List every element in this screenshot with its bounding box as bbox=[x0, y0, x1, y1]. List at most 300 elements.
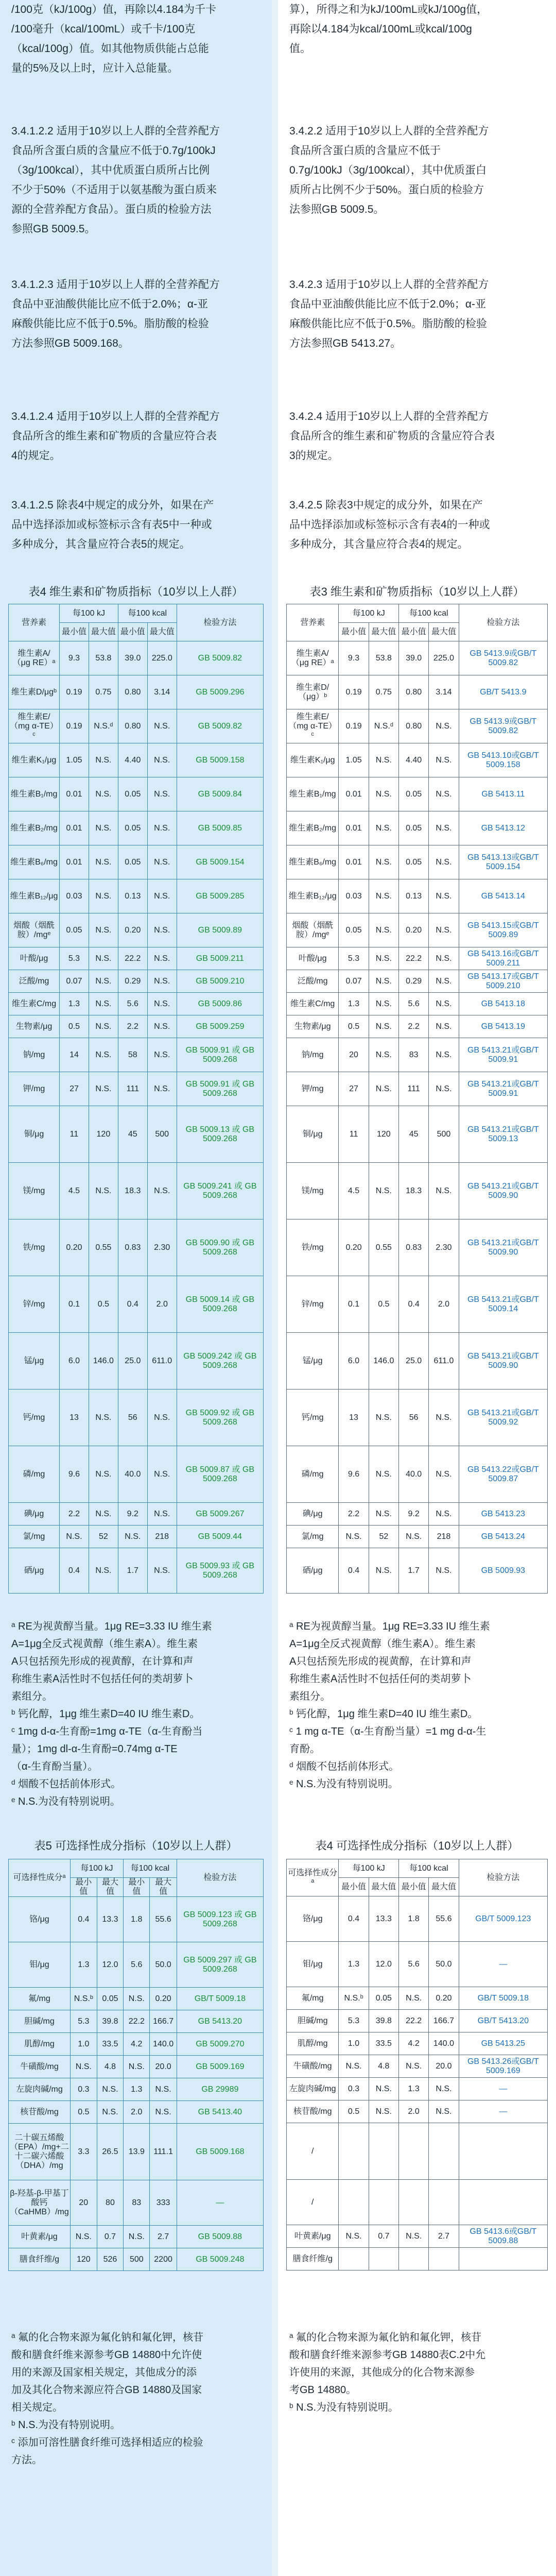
table-cell: GB 29989 bbox=[177, 2078, 263, 2101]
table-note-line: A=1μg全反式视黄醇（维生素A）。维生素 bbox=[11, 1638, 198, 1650]
table-row bbox=[9, 1389, 264, 1446]
table-header-cell: 营养素 bbox=[287, 604, 339, 641]
table-cell: N.S. bbox=[398, 1987, 428, 2010]
table-cell: 166.7 bbox=[429, 2010, 459, 2032]
table-cell: 胆碱/mg bbox=[9, 2010, 71, 2033]
table-cell: 0.1 bbox=[60, 1276, 89, 1333]
table-row bbox=[9, 1526, 264, 1548]
left-para-line: 品中选择添加或标签标示含有表5中一种或 bbox=[11, 519, 212, 531]
table-cell: 111.1 bbox=[150, 2124, 177, 2180]
table-row bbox=[287, 811, 548, 845]
table-row bbox=[9, 1548, 264, 1594]
table-cell: 18.3 bbox=[118, 1163, 147, 1219]
table-cell bbox=[369, 2248, 398, 2270]
left-para-line: 不少于50%（不适用于以氨基酸为蛋白质来 bbox=[11, 184, 217, 196]
table-cell: 39.0 bbox=[398, 641, 428, 675]
table-cell: 2.7 bbox=[429, 2225, 459, 2248]
table-cell: 0.75 bbox=[369, 675, 398, 709]
table-cell: N.S. bbox=[147, 1389, 177, 1446]
table-note-line: 素组分。 bbox=[289, 1691, 331, 1702]
table-header-cell: 最大值 bbox=[150, 1878, 177, 1897]
table-cell: 牛磺酸/mg bbox=[287, 2055, 339, 2078]
table-row bbox=[287, 1106, 548, 1163]
table-cell: N.S. bbox=[89, 1072, 118, 1106]
right-table4-notes bbox=[278, 2329, 556, 2416]
table-cell: GB 5413.20 bbox=[177, 2010, 263, 2033]
table-cell: N.S. bbox=[147, 1015, 177, 1038]
table-row bbox=[287, 2225, 548, 2248]
table-cell: N.S. bbox=[369, 2100, 398, 2123]
table-header-cell: 最大值 bbox=[369, 623, 398, 641]
table-cell: N.S. bbox=[147, 777, 177, 811]
table-cell: N.S.ᵈ bbox=[369, 709, 398, 743]
table-cell: GB 5009.169 bbox=[177, 2056, 263, 2078]
table-cell: GB 5413.21或GB/T 5009.13 bbox=[459, 1106, 547, 1163]
table-cell: 0.07 bbox=[60, 970, 89, 993]
table-cell: 9.3 bbox=[60, 641, 89, 675]
table-cell: N.S. bbox=[97, 2078, 123, 2101]
table-cell: N.S. bbox=[429, 993, 459, 1015]
table-cell: 0.05 bbox=[60, 913, 89, 947]
table-cell bbox=[339, 2123, 369, 2180]
table-cell: 611.0 bbox=[147, 1333, 177, 1389]
table-cell: N.S. bbox=[150, 2101, 177, 2124]
table-header-cell: 每100 kJ bbox=[70, 1859, 123, 1878]
table-cell: 膳食纤维/g bbox=[9, 2248, 71, 2271]
table-row bbox=[9, 1897, 264, 1942]
table-cell: 4.40 bbox=[398, 743, 428, 777]
table-cell: 0.19 bbox=[339, 675, 369, 709]
right-para-line: 质所占比例不少于50%。蛋白质的检验方 bbox=[289, 184, 484, 196]
table-cell: 0.05 bbox=[118, 845, 147, 879]
table-row bbox=[9, 2124, 264, 2180]
table-cell: 维生素A/（μg RE）ᵃ bbox=[287, 641, 339, 675]
table-cell: 0.1 bbox=[339, 1276, 369, 1333]
table-cell: 14 bbox=[60, 1038, 89, 1072]
table-row bbox=[9, 2248, 264, 2271]
table-row bbox=[9, 913, 264, 947]
table-cell: 0.83 bbox=[398, 1219, 428, 1276]
table-row bbox=[9, 947, 264, 970]
table-cell: 22.2 bbox=[124, 2010, 150, 2033]
table-cell: 83 bbox=[398, 1038, 428, 1072]
table-cell: 生物素/μg bbox=[9, 1015, 60, 1038]
table-cell: 2.2 bbox=[398, 1015, 428, 1038]
table-cell: 0.01 bbox=[339, 811, 369, 845]
table-cell: 核苷酸/mg bbox=[287, 2100, 339, 2123]
table-cell: GB 5009.13 或 GB 5009.268 bbox=[177, 1106, 263, 1163]
table-row bbox=[9, 2010, 264, 2033]
table-cell: GB 5413.24 bbox=[459, 1526, 547, 1548]
left-section-3-4-1-2-2 bbox=[0, 122, 272, 239]
table-cell: GB 5413.13或GB/T 5009.154 bbox=[459, 845, 547, 879]
table-cell: 0.20 bbox=[339, 1219, 369, 1276]
table-cell: N.S. bbox=[124, 2226, 150, 2248]
table-row bbox=[9, 1072, 264, 1106]
table-cell: 0.5 bbox=[70, 2101, 97, 2124]
table-note-line: ᵇ 钙化醇，1μg 维生素D=40 IU 维生素D。 bbox=[289, 1708, 478, 1720]
table-cell: 33.5 bbox=[369, 2032, 398, 2055]
table-row bbox=[9, 777, 264, 811]
right-intro-line: 算），所得之和为kJ/100mL或kJ/100g值， bbox=[289, 4, 488, 15]
table-row bbox=[9, 1988, 264, 2010]
table-cell: N.S. bbox=[369, 1548, 398, 1594]
table-cell: 维生素B₂/mg bbox=[287, 811, 339, 845]
table-cell: 维生素B₆/mg bbox=[9, 845, 60, 879]
table-cell: N.S. bbox=[369, 970, 398, 993]
table-cell: 二十碳五烯酸（EPA）/mg+二十二碳六烯酸（DHA）/mg bbox=[9, 2124, 71, 2180]
table-cell: 碘/μg bbox=[287, 1503, 339, 1526]
table-cell: 烟酸（烟酰胺）/mgᵉ bbox=[9, 913, 60, 947]
table-cell: 13 bbox=[339, 1389, 369, 1446]
table-note-line: 称维生素A活性时不包括任何的类胡萝卜 bbox=[11, 1673, 194, 1685]
table-cell: GB 5009.270 bbox=[177, 2033, 263, 2056]
table-row bbox=[287, 1015, 548, 1038]
table-cell: 225.0 bbox=[429, 641, 459, 675]
table-cell: 9.6 bbox=[60, 1446, 89, 1503]
table-cell: N.S. bbox=[429, 811, 459, 845]
table-row bbox=[287, 2180, 548, 2225]
table-cell: N.S. bbox=[429, 845, 459, 879]
table-cell: 526 bbox=[97, 2248, 123, 2271]
table-row bbox=[9, 1163, 264, 1219]
table-cell: 22.2 bbox=[398, 2010, 428, 2032]
right-para-line: 食品中亚油酸供能比应不低于2.0%；α-亚 bbox=[289, 298, 486, 310]
table-cell: 0.05 bbox=[398, 811, 428, 845]
table-cell: 维生素A/（μg RE）ᵃ bbox=[9, 641, 60, 675]
table-row bbox=[9, 2180, 264, 2226]
table-cell: 500 bbox=[147, 1106, 177, 1163]
table-cell: 维生素K₁/μg bbox=[9, 743, 60, 777]
table-cell: 0.80 bbox=[398, 709, 428, 743]
table-cell: N.S. bbox=[97, 2101, 123, 2124]
table-header-cell: 最小值 bbox=[60, 623, 89, 641]
table-cell: N.S. bbox=[369, 1503, 398, 1526]
left-para-line: （3g/100kcal），其中优质蛋白质所占比例 bbox=[11, 164, 210, 176]
table-cell: 0.13 bbox=[118, 879, 147, 913]
table-cell: 1.3 bbox=[339, 1942, 369, 1987]
table-cell: 维生素C/mg bbox=[287, 993, 339, 1015]
table-cell: N.S. bbox=[369, 947, 398, 970]
table-cell: 烟酸（烟酰胺）/mgᵉ bbox=[287, 913, 339, 947]
table-cell: 叶黄素/μg bbox=[9, 2226, 71, 2248]
table-row bbox=[287, 913, 548, 947]
table-cell: GB 5009.14 或 GB 5009.268 bbox=[177, 1276, 263, 1333]
table-cell bbox=[398, 2248, 428, 2270]
table-cell: GB 5009.267 bbox=[177, 1503, 263, 1526]
table-row bbox=[287, 2010, 548, 2032]
table-cell: 166.7 bbox=[150, 2010, 177, 2033]
table-cell: N.S. bbox=[89, 970, 118, 993]
table-cell: N.S. bbox=[429, 879, 459, 913]
table-cell: 0.4 bbox=[339, 1896, 369, 1942]
table-cell: 0.05 bbox=[398, 777, 428, 811]
left-para-line: 方法参照GB 5009.168。 bbox=[11, 337, 129, 349]
table-cell: N.S. bbox=[147, 811, 177, 845]
table-cell: 0.80 bbox=[118, 709, 147, 743]
table-cell: N.S. bbox=[429, 777, 459, 811]
table-cell: 0.55 bbox=[89, 1219, 118, 1276]
table-note-line: ᵇ 钙化醇，1μg 维生素D=40 IU 维生素D。 bbox=[11, 1708, 200, 1720]
table-cell bbox=[398, 2180, 428, 2225]
table-cell: 氯/mg bbox=[287, 1526, 339, 1548]
table-header-cell: 每100 kJ bbox=[60, 604, 118, 623]
table-cell: 2.0 bbox=[124, 2101, 150, 2124]
table-cell: 218 bbox=[147, 1526, 177, 1548]
table-cell: N.S. bbox=[429, 709, 459, 743]
right-table3 bbox=[286, 604, 548, 1594]
table-note-line: ᵈ 烟酸不包括前体形式。 bbox=[289, 1761, 399, 1772]
table-row bbox=[9, 1015, 264, 1038]
table-cell: 12.0 bbox=[369, 1942, 398, 1987]
table-cell: GB 5009.86 bbox=[177, 993, 263, 1015]
table-cell: 26.5 bbox=[97, 2124, 123, 2180]
table-cell: 2.30 bbox=[147, 1219, 177, 1276]
table-cell: 3.14 bbox=[429, 675, 459, 709]
table-cell: N.S. bbox=[89, 993, 118, 1015]
table-cell: N.S. bbox=[429, 2100, 459, 2123]
table-cell: 氟/mg bbox=[9, 1988, 71, 2010]
table-cell bbox=[369, 2180, 398, 2225]
right-para-line: 食品所含蛋白质的含量应不低于 bbox=[289, 145, 441, 157]
table-cell: 5.6 bbox=[398, 1942, 428, 1987]
table-cell: GB 5009.87 或 GB 5009.268 bbox=[177, 1446, 263, 1503]
left-table5-title: 表5 可选择性成分指标（10岁以上人群） bbox=[34, 1839, 238, 1852]
table-cell: 0.4 bbox=[70, 1897, 97, 1942]
table-cell: GB 5009.85 bbox=[177, 811, 263, 845]
table-cell: GB 5009.168 bbox=[177, 2124, 263, 2180]
table-header-cell: 每100 kcal bbox=[124, 1859, 177, 1878]
table-cell: 120 bbox=[70, 2248, 97, 2271]
table-row bbox=[287, 1987, 548, 2010]
table-cell: GB/T 5413.9 bbox=[459, 675, 547, 709]
table-cell: 钼/μg bbox=[287, 1942, 339, 1987]
table-cell: N.S. bbox=[147, 993, 177, 1015]
table-cell: 5.6 bbox=[118, 993, 147, 1015]
table-row bbox=[287, 1548, 548, 1594]
table-header-cell: 检验方法 bbox=[177, 604, 263, 641]
table-cell: 80 bbox=[97, 2180, 123, 2226]
table-cell: 111 bbox=[398, 1072, 428, 1106]
table-cell: N.S. bbox=[89, 845, 118, 879]
table-cell: GB/T 5009.18 bbox=[459, 1987, 547, 2010]
table-cell: N.S. bbox=[429, 970, 459, 993]
table-row bbox=[287, 2032, 548, 2055]
table-cell: 0.20 bbox=[60, 1219, 89, 1276]
table-cell: GB 5009.93 bbox=[459, 1548, 547, 1594]
table-row bbox=[287, 2123, 548, 2180]
table-cell: 1.8 bbox=[124, 1897, 150, 1942]
table-cell: N.S. bbox=[429, 1015, 459, 1038]
right-para-line: 3.4.2.4 适用于10岁以上人群的全营养配方 bbox=[289, 411, 489, 422]
table-cell: GB 5413.26或GB/T 5009.169 bbox=[459, 2055, 547, 2078]
table-row bbox=[287, 1038, 548, 1072]
table-row bbox=[9, 845, 264, 879]
left-intro-line: /100毫升（kcal/100mL）或千卡/100克 bbox=[11, 23, 196, 35]
table-cell: GB 5009.297 或 GB 5009.268 bbox=[177, 1942, 263, 1988]
table-cell: 0.75 bbox=[89, 675, 118, 709]
table-cell: N.S. bbox=[147, 1503, 177, 1526]
table-cell: 27 bbox=[339, 1072, 369, 1106]
table-cell: N.S. bbox=[369, 913, 398, 947]
table-cell: 0.29 bbox=[398, 970, 428, 993]
table-cell: N.S. bbox=[89, 743, 118, 777]
table-cell: GB 5009.248 bbox=[177, 2248, 263, 2271]
table-cell: 0.19 bbox=[60, 709, 89, 743]
table-cell: 钠/mg bbox=[9, 1038, 60, 1072]
table-cell: N.S. bbox=[369, 811, 398, 845]
table-cell: N.S. bbox=[147, 1446, 177, 1503]
table-cell: 0.05 bbox=[118, 811, 147, 845]
table-cell: N.S. bbox=[429, 1038, 459, 1072]
table-cell: 2.0 bbox=[147, 1276, 177, 1333]
table-cell: 2.0 bbox=[429, 1276, 459, 1333]
table-cell: 20 bbox=[70, 2180, 97, 2226]
table-cell: N.S. bbox=[369, 1389, 398, 1446]
table-cell: 45 bbox=[118, 1106, 147, 1163]
left-para-line: 3.4.1.2.4 适用于10岁以上人群的全营养配方 bbox=[11, 411, 220, 422]
table-header-cell: 检验方法 bbox=[459, 604, 547, 641]
table-cell: N.S. bbox=[398, 2055, 428, 2078]
table-cell: N.S. bbox=[70, 2056, 97, 2078]
table-cell: 2.2 bbox=[60, 1503, 89, 1526]
table-cell: 0.5 bbox=[339, 1015, 369, 1038]
table-cell: GB 5009.123 或 GB 5009.268 bbox=[177, 1897, 263, 1942]
table-cell: 左旋肉碱/mg bbox=[9, 2078, 71, 2101]
table-cell: GB 5413.23 bbox=[459, 1503, 547, 1526]
table-cell: — bbox=[459, 2078, 547, 2100]
table-cell: 铬/μg bbox=[9, 1897, 71, 1942]
right-intro-line: 再除以4.184为kcal/100mL或kcal/100g bbox=[289, 23, 472, 35]
table-cell: N.S. bbox=[89, 1503, 118, 1526]
table-cell: GB 5413.6或GB/T 5009.88 bbox=[459, 2225, 547, 2248]
table-row bbox=[287, 993, 548, 1015]
table-cell: GB 5413.21或GB/T 5009.90 bbox=[459, 1219, 547, 1276]
table-row bbox=[9, 641, 264, 675]
table-cell: 120 bbox=[369, 1106, 398, 1163]
left-para-line: 食品中亚油酸供能比应不低于2.0%；α-亚 bbox=[11, 298, 208, 310]
table-cell bbox=[429, 2180, 459, 2225]
table-cell: N.S. bbox=[118, 1526, 147, 1548]
left-table4-title: 表4 维生素和矿物质指标（10岁以上人群） bbox=[28, 585, 244, 598]
table-cell: GB/T 5009.18 bbox=[177, 1988, 263, 2010]
table-cell: 0.4 bbox=[398, 1276, 428, 1333]
table-cell: GB/T 5009.123 bbox=[459, 1896, 547, 1942]
right-section-3-4-2-2 bbox=[278, 122, 556, 219]
table-note-line: 许使用的来源，其他成分的化合物来源参 bbox=[289, 2367, 475, 2378]
table-note-line: ᶜ 1mg d-α-生育酚=1mg α-TE（α-生育酚当 bbox=[11, 1726, 203, 1737]
table-row bbox=[287, 1942, 548, 1987]
table-header-cell: 每100 kJ bbox=[339, 1859, 399, 1878]
table-cell: 0.80 bbox=[118, 675, 147, 709]
table-cell: N.S. bbox=[369, 1072, 398, 1106]
table-note-line: ᵇ N.S.为没有特别说明。 bbox=[289, 2402, 399, 2413]
table-cell: N.S. bbox=[89, 1548, 118, 1594]
table-cell: 140.0 bbox=[150, 2033, 177, 2056]
left-table5-notes bbox=[0, 2329, 272, 2469]
table-cell: 锌/mg bbox=[287, 1276, 339, 1333]
table-row bbox=[9, 1942, 264, 1988]
left-para-line: 食品所含蛋白质的含量应不低于0.7g/100kJ bbox=[11, 145, 216, 157]
table-cell: 钾/mg bbox=[287, 1072, 339, 1106]
table-cell: 维生素E/（mg α-TE）ᶜ bbox=[9, 709, 60, 743]
table-note-line: 方法。 bbox=[11, 2454, 42, 2466]
table-cell: 泛酸/mg bbox=[9, 970, 60, 993]
table-row bbox=[287, 743, 548, 777]
table-row bbox=[287, 845, 548, 879]
table-cell: 4.5 bbox=[339, 1163, 369, 1219]
table-cell: GB 5009.89 bbox=[177, 913, 263, 947]
table-row bbox=[287, 1503, 548, 1526]
table-cell: 2.30 bbox=[429, 1219, 459, 1276]
table-cell: 111 bbox=[118, 1072, 147, 1106]
table-cell: 50.0 bbox=[150, 1942, 177, 1988]
table-cell: 2.2 bbox=[118, 1015, 147, 1038]
table-cell: GB 5413.19 bbox=[459, 1015, 547, 1038]
table-cell: 140.0 bbox=[429, 2032, 459, 2055]
table-header-cell: 最小值 bbox=[339, 623, 369, 641]
table-cell: GB 5009.44 bbox=[177, 1526, 263, 1548]
table-header-cell: 最小值 bbox=[124, 1878, 150, 1897]
table-cell: 0.01 bbox=[60, 845, 89, 879]
table-cell bbox=[459, 2123, 547, 2180]
table-cell: 4.8 bbox=[97, 2056, 123, 2078]
table-cell: GB 5413.16或GB/T 5009.211 bbox=[459, 947, 547, 970]
table-cell bbox=[369, 2123, 398, 2180]
right-para-line: 0.7g/100kJ（3g/100kcal），其中优质蛋白 bbox=[289, 164, 486, 176]
table-header-cell: 最大值 bbox=[147, 623, 177, 641]
table-cell: 0.01 bbox=[339, 845, 369, 879]
table-cell: GB 5413.18 bbox=[459, 993, 547, 1015]
table-cell: 维生素B₁₂/μg bbox=[287, 879, 339, 913]
table-cell: 1.0 bbox=[339, 2032, 369, 2055]
table-cell: N.S. bbox=[89, 811, 118, 845]
table-note-line: （α-生育酚当量）。 bbox=[11, 1761, 98, 1772]
table-note-line: ᵈ 烟酸不包括前体形式。 bbox=[11, 1778, 121, 1790]
table-row bbox=[287, 1333, 548, 1389]
table-cell: 333 bbox=[150, 2180, 177, 2226]
table-cell: GB 5009.210 bbox=[177, 970, 263, 993]
table-cell: GB 5009.88 bbox=[177, 2226, 263, 2248]
table-cell: 0.20 bbox=[118, 913, 147, 947]
table-row bbox=[9, 1333, 264, 1389]
table-note-line: 考GB 14880。 bbox=[289, 2384, 357, 2396]
table-row bbox=[287, 879, 548, 913]
right-table3-notes bbox=[278, 1618, 556, 1793]
table-cell: 56 bbox=[118, 1389, 147, 1446]
table-cell: 0.3 bbox=[339, 2078, 369, 2100]
table-cell: 钠/mg bbox=[287, 1038, 339, 1072]
table-cell: 20.0 bbox=[429, 2055, 459, 2078]
table-note-line: A只包括预先形成的视黄醇，在计算和声 bbox=[289, 1656, 472, 1667]
table-cell: / bbox=[287, 2123, 339, 2180]
left-para-line: 3.4.1.2.2 适用于10岁以上人群的全营养配方 bbox=[11, 125, 220, 137]
table-cell: N.S. bbox=[369, 879, 398, 913]
table-cell: 0.05 bbox=[339, 913, 369, 947]
table-cell: N.S. bbox=[147, 709, 177, 743]
table-cell bbox=[429, 2123, 459, 2180]
right-intro-line: 值。 bbox=[289, 43, 311, 55]
table-cell: 20 bbox=[339, 1038, 369, 1072]
left-column bbox=[0, 0, 272, 2576]
table-cell: 3.14 bbox=[147, 675, 177, 709]
table-cell: N.S. bbox=[398, 1526, 428, 1548]
table-cell: 27 bbox=[60, 1072, 89, 1106]
table-cell: N.S. bbox=[429, 947, 459, 970]
table-row bbox=[287, 947, 548, 970]
table-cell: 25.0 bbox=[118, 1333, 147, 1389]
left-para-line: 多种成分，其含量应符合表5的规定。 bbox=[11, 538, 190, 550]
